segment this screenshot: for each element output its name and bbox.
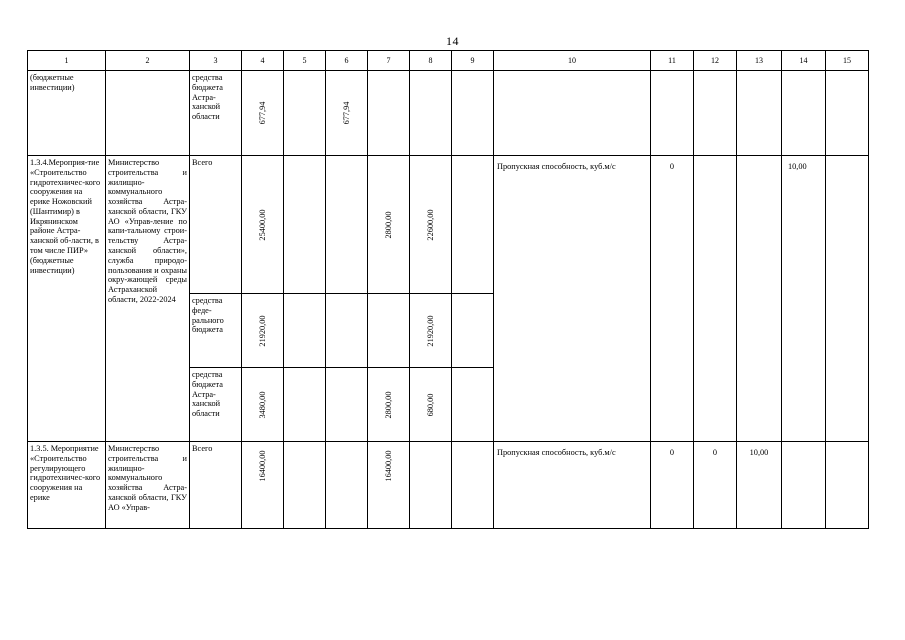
empty-cell xyxy=(694,156,737,442)
table-row xyxy=(28,442,869,529)
empty-cell xyxy=(326,442,368,529)
table-row xyxy=(28,71,869,156)
empty-cell xyxy=(737,71,782,156)
indicator-value: 10,00 xyxy=(737,442,782,529)
empty-cell xyxy=(452,368,494,442)
empty-cell xyxy=(737,156,782,442)
funding-source: Всего xyxy=(190,442,242,529)
empty-cell xyxy=(368,294,410,368)
empty-cell xyxy=(284,442,326,529)
amount-cell xyxy=(368,368,410,442)
empty-cell xyxy=(284,294,326,368)
header-cell: 11 xyxy=(651,51,694,71)
table-row xyxy=(28,156,869,294)
amount-cell xyxy=(242,368,284,442)
amount-value: 21920,00 xyxy=(257,314,267,347)
amount-value: 21920,00 xyxy=(425,314,435,347)
empty-cell xyxy=(326,156,368,294)
empty-cell xyxy=(494,71,651,156)
empty-cell xyxy=(410,71,452,156)
empty-cell xyxy=(826,71,869,156)
indicator-name: Пропускная способность, куб.м/с xyxy=(494,442,651,529)
amount-value: 2800,00 xyxy=(383,391,393,418)
amount-cell xyxy=(368,442,410,529)
amount-cell xyxy=(242,442,284,529)
indicator-value: 0 xyxy=(651,442,694,529)
funding-source: средства бюджета Астра-ханской области xyxy=(190,71,242,156)
empty-cell xyxy=(106,71,190,156)
header-cell: 10 xyxy=(494,51,651,71)
indicator-value: 0 xyxy=(651,156,694,442)
amount-value: 680,00 xyxy=(425,393,435,416)
funding-source: средства феде-рального бюджета xyxy=(190,294,242,368)
empty-cell xyxy=(326,368,368,442)
indicator-value: 0 xyxy=(694,442,737,529)
amount-value: 677,94 xyxy=(257,101,267,125)
header-cell: 6 xyxy=(326,51,368,71)
empty-cell xyxy=(452,442,494,529)
funding-source: Всего xyxy=(190,156,242,294)
amount-cell xyxy=(242,156,284,294)
amount-cell xyxy=(410,294,452,368)
empty-cell xyxy=(410,442,452,529)
empty-cell xyxy=(326,294,368,368)
header-cell: 15 xyxy=(826,51,869,71)
header-cell: 12 xyxy=(694,51,737,71)
measure-name: 1.3.5. Мероприятие «Строительство регулирующего гидротехничес-кого сооружения на ерике xyxy=(28,442,106,529)
header-cell: 13 xyxy=(737,51,782,71)
amount-cell xyxy=(368,156,410,294)
header-cell: 8 xyxy=(410,51,452,71)
header-cell: 2 xyxy=(106,51,190,71)
empty-cell xyxy=(284,368,326,442)
header-cell: 7 xyxy=(368,51,410,71)
amount-cell xyxy=(242,71,284,156)
amount-value: 2800,00 xyxy=(383,211,393,238)
header-cell: 3 xyxy=(190,51,242,71)
measure-name: 1.3.4.Мероприя-тие «Строительство гидротехничес-кого сооружения на ерике Ножовский (Шантимир) в Икрянинском районе Астра-ханской об-ласти, в том числе ПИР» (бюджетные инвестиции) xyxy=(28,156,106,442)
empty-cell xyxy=(284,156,326,294)
indicator-name: Пропускная способность, куб.м/с xyxy=(494,156,651,442)
header-cell: 4 xyxy=(242,51,284,71)
empty-cell xyxy=(452,294,494,368)
empty-cell xyxy=(826,156,869,442)
program-table xyxy=(27,50,869,529)
page-number: 14 xyxy=(446,34,459,48)
amount-cell xyxy=(410,156,452,294)
measure-name: (бюджетные инвестиции) xyxy=(28,71,106,156)
empty-cell xyxy=(651,71,694,156)
empty-cell xyxy=(452,156,494,294)
empty-cell xyxy=(782,442,826,529)
empty-cell xyxy=(368,71,410,156)
amount-value: 16400,00 xyxy=(257,450,267,482)
amount-cell xyxy=(326,71,368,156)
responsible-executor: Министерство строительства и жилищно-коммунального хозяйства Астра-ханской области, ГКУ АО «Управ- xyxy=(106,442,190,529)
empty-cell xyxy=(452,71,494,156)
funding-source: средства бюджета Астра-ханской области xyxy=(190,368,242,442)
responsible-executor: Министерство строительства и жилищно-коммунального хозяйства Астра-ханской области, ГКУ АО «Управ-ление по капи-тальному строи-тельству Астра-ханской области», служба природо-пользования и охраны окру-жающей среды Астраханской области, 2022-2024 xyxy=(106,156,190,442)
empty-cell xyxy=(826,442,869,529)
amount-value: 22600,00 xyxy=(425,208,435,241)
amount-cell xyxy=(242,294,284,368)
amount-value: 677,94 xyxy=(341,101,351,125)
indicator-value: 10,00 xyxy=(782,156,826,442)
empty-cell xyxy=(284,71,326,156)
amount-value: 3480,00 xyxy=(257,391,267,418)
header-cell: 5 xyxy=(284,51,326,71)
amount-value: 25400,00 xyxy=(257,208,267,241)
header-cell: 9 xyxy=(452,51,494,71)
amount-cell xyxy=(410,368,452,442)
header-row xyxy=(28,51,869,71)
header-cell: 1 xyxy=(28,51,106,71)
empty-cell xyxy=(782,71,826,156)
amount-value: 16400,00 xyxy=(383,450,393,482)
header-cell: 14 xyxy=(782,51,826,71)
empty-cell xyxy=(694,71,737,156)
